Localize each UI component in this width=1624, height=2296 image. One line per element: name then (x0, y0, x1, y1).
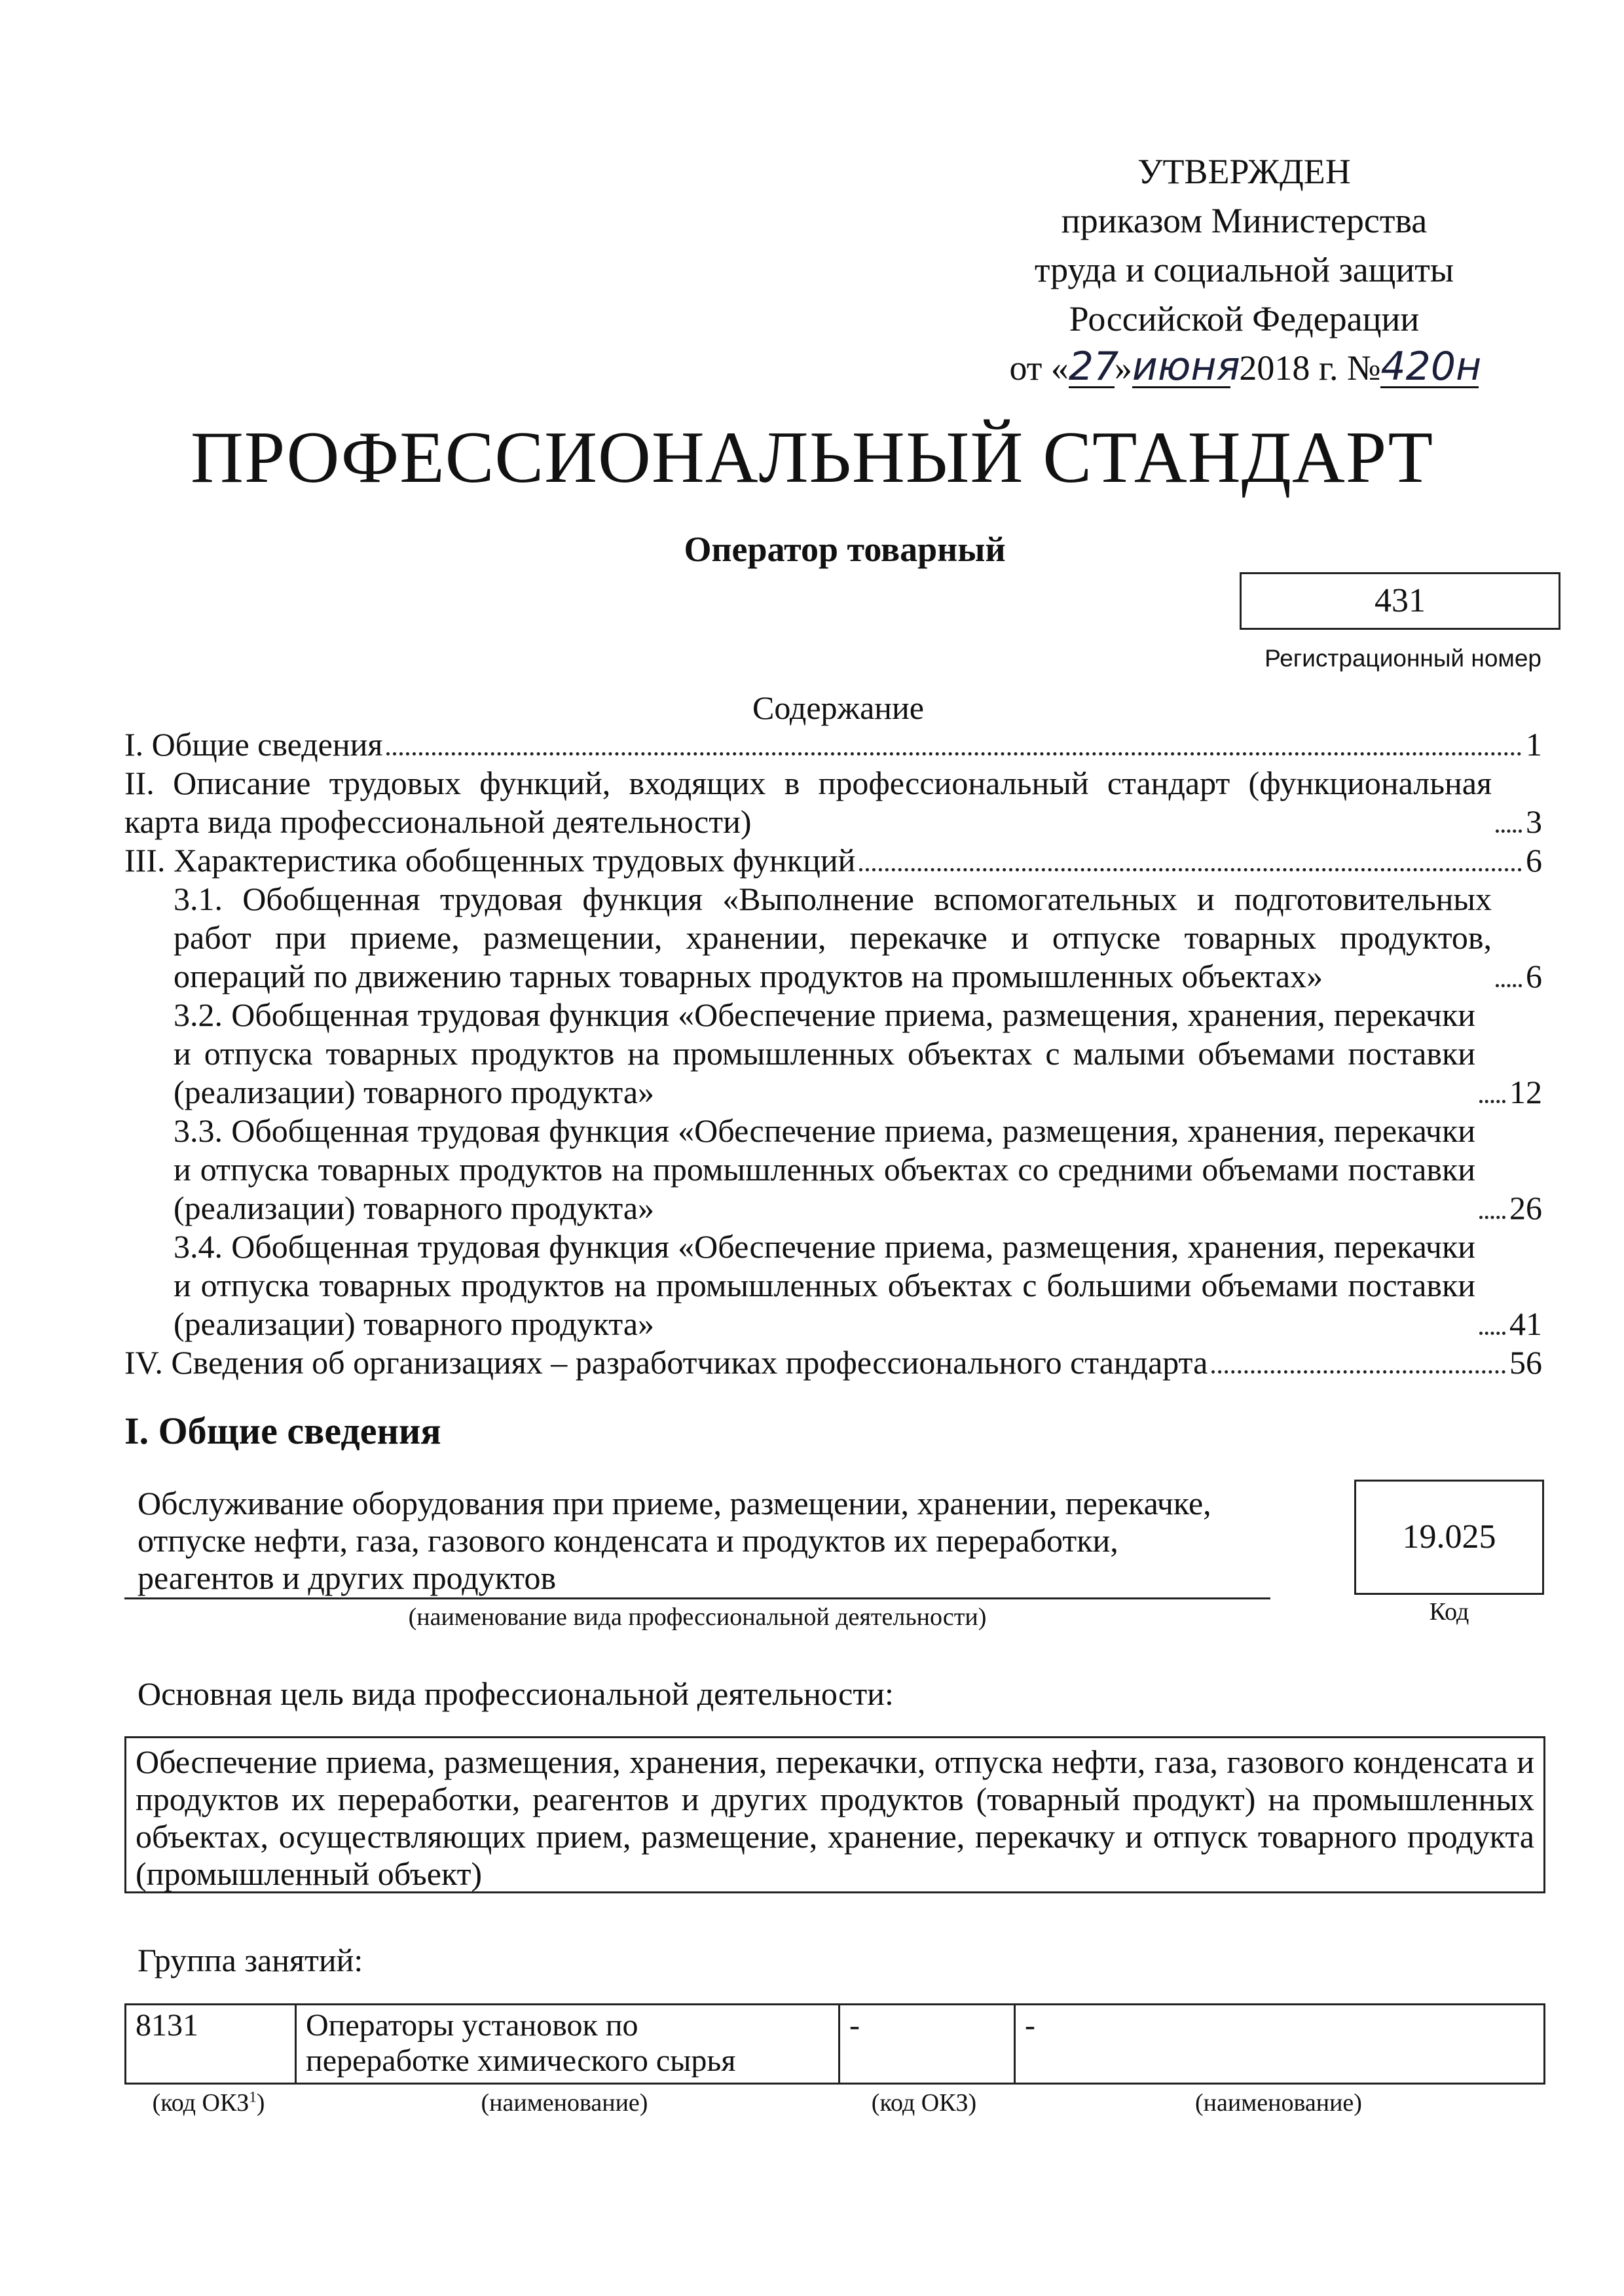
toc-dot-leader (1479, 1332, 1505, 1335)
caption-okz-code-2: (код ОКЗ) (871, 2089, 977, 2117)
toc-dot-leader (386, 752, 1522, 756)
toc-item-text: 3.2. Обобщенная трудовая функция «Обеспечение приема, размещения, хранения, перекачки и отпуска товарных продуктов на промышленных объектах с малыми объемами поставки (реализации) товарного продукта» (174, 996, 1475, 1110)
toc-dot-leader (1479, 1216, 1505, 1219)
toc-dot-leader (1479, 1100, 1505, 1103)
caption-okz-code-1-text: (код ОКЗ (152, 2089, 249, 2117)
toc-item[interactable] (124, 996, 1542, 1112)
group-name-1-line-2: переработке химического сырья (306, 2043, 736, 2078)
toc-dot-leader (1211, 1370, 1505, 1374)
activity-code-box: 19.025 (1354, 1480, 1544, 1595)
approval-line-4: Российской Федерации (1069, 299, 1420, 338)
approval-block (917, 147, 1572, 393)
toc-item[interactable] (124, 1343, 1542, 1382)
date-day: 27 (1068, 344, 1119, 390)
activity-caption: (наименование вида профессиональной деятельности) (408, 1603, 987, 1631)
date-prefix: от « (1009, 348, 1069, 388)
toc-item[interactable] (124, 725, 1542, 764)
toc-item[interactable] (124, 1112, 1542, 1228)
occupation-group-table (124, 2003, 1545, 2085)
toc-dot-leader (1496, 829, 1522, 833)
approval-line-3: труда и социальной защиты (1034, 250, 1454, 289)
goal-text-box: Обеспечение приема, размещения, хранения, перекачки, отпуска нефти, газа, газового конденсата и продуктов их переработки, реагентов и других продуктов (товарный продукт) на промышленных объектах, осуществляющих прием, размещение, хранение, перекачку и отпуск товарного продукта (промышленный объект) (124, 1736, 1545, 1893)
toc-item-page: 26 (1509, 1190, 1542, 1226)
toc-item-text: III. Характеристика обобщенных трудовых функций (124, 842, 856, 879)
group-name-1 (295, 2005, 838, 2083)
toc-item-page: 12 (1509, 1074, 1542, 1110)
caption-okz-code-1-end: ) (256, 2089, 265, 2117)
toc-item-text: IV. Сведения об организациях – разработчиках профессионального стандарта (124, 1344, 1208, 1381)
document-title: ПРОФЕССИОНАЛЬНЫЙ СТАНДАРТ (191, 417, 1433, 498)
group-code-2: - (838, 2005, 1014, 2083)
date-month: июня (1132, 344, 1240, 390)
date-mid: » (1114, 348, 1132, 388)
activity-code-caption: Код (1429, 1598, 1469, 1626)
toc-item-text: 3.1. Обобщенная трудовая функция «Выполнение вспомогательных и подготовительных работ при приеме, размещении, хранении, перекачке и отпуске товарных продуктов, операций по движению тарных товарных продуктов на промышленных объектах» (174, 881, 1492, 994)
caption-name-2: (наименование) (1195, 2089, 1362, 2117)
table-of-contents (124, 725, 1542, 1382)
occupation-group-label: Группа занятий: (138, 1942, 363, 1978)
toc-item[interactable] (124, 764, 1542, 841)
caption-name-1: (наименование) (481, 2089, 648, 2117)
toc-dot-leader (1496, 984, 1522, 987)
toc-item-page: 6 (1526, 842, 1542, 879)
activity-underline (124, 1597, 1270, 1599)
group-name-2: - (1014, 2005, 1547, 2083)
order-number: 420н (1380, 344, 1482, 390)
toc-item-text: II. Описание трудовых функций, входящих в профессиональный стандарт (функциональная карта вида профессиональной деятельности) (124, 765, 1492, 840)
toc-item-text: 3.4. Обобщенная трудовая функция «Обеспечение приема, размещения, хранения, перекачки и отпуска товарных продуктов на промышленных объектах с большими объемами поставки (реализации) товарного продукта» (174, 1228, 1475, 1342)
toc-item-page: 41 (1509, 1305, 1542, 1342)
goal-label: Основная цель вида профессиональной деятельности: (138, 1675, 894, 1712)
registration-number-box: 431 (1240, 572, 1560, 630)
group-code-1: 8131 (136, 2008, 198, 2043)
toc-dot-leader (859, 868, 1522, 871)
footnote-ref[interactable]: 1 (249, 2088, 257, 2105)
toc-item-page: 3 (1526, 803, 1542, 840)
caption-okz-code-1 (124, 2088, 293, 2117)
document-subtitle: Оператор товарный (684, 530, 1006, 569)
approval-date-line (917, 344, 1572, 393)
toc-item[interactable] (124, 1228, 1542, 1343)
group-name-1-line-1: Операторы установок по (306, 2008, 638, 2043)
toc-item-page: 6 (1526, 958, 1542, 994)
approval-line-1: УТВЕРЖДЕН (1137, 152, 1351, 191)
toc-item-page: 56 (1509, 1344, 1542, 1381)
registration-number-label: Регистрационный номер (1264, 645, 1541, 672)
activity-line-3: реагентов и других продуктов (138, 1559, 557, 1596)
toc-item-text: 3.3. Обобщенная трудовая функция «Обеспечение приема, размещения, хранения, перекачки и отпуска товарных продуктов на промышленных объектах со средними объемами поставки (реализации) товарного продукта» (174, 1112, 1475, 1226)
toc-title: Содержание (752, 689, 924, 726)
toc-item-text: I. Общие сведения (124, 726, 383, 763)
activity-name (138, 1485, 1251, 1597)
section-heading: I. Общие сведения (124, 1410, 441, 1452)
toc-item[interactable] (124, 841, 1542, 880)
activity-line-1: Обслуживание оборудования при приеме, размещении, хранении, перекачке, (138, 1485, 1211, 1522)
approval-line-2: приказом Министерства (1061, 201, 1428, 240)
activity-line-2: отпуске нефти, газа, газового конденсата и продуктов их переработки, (138, 1522, 1118, 1559)
date-year: 2018 г. № (1239, 348, 1381, 388)
toc-item-page: 1 (1526, 726, 1542, 763)
toc-item[interactable] (124, 880, 1542, 996)
